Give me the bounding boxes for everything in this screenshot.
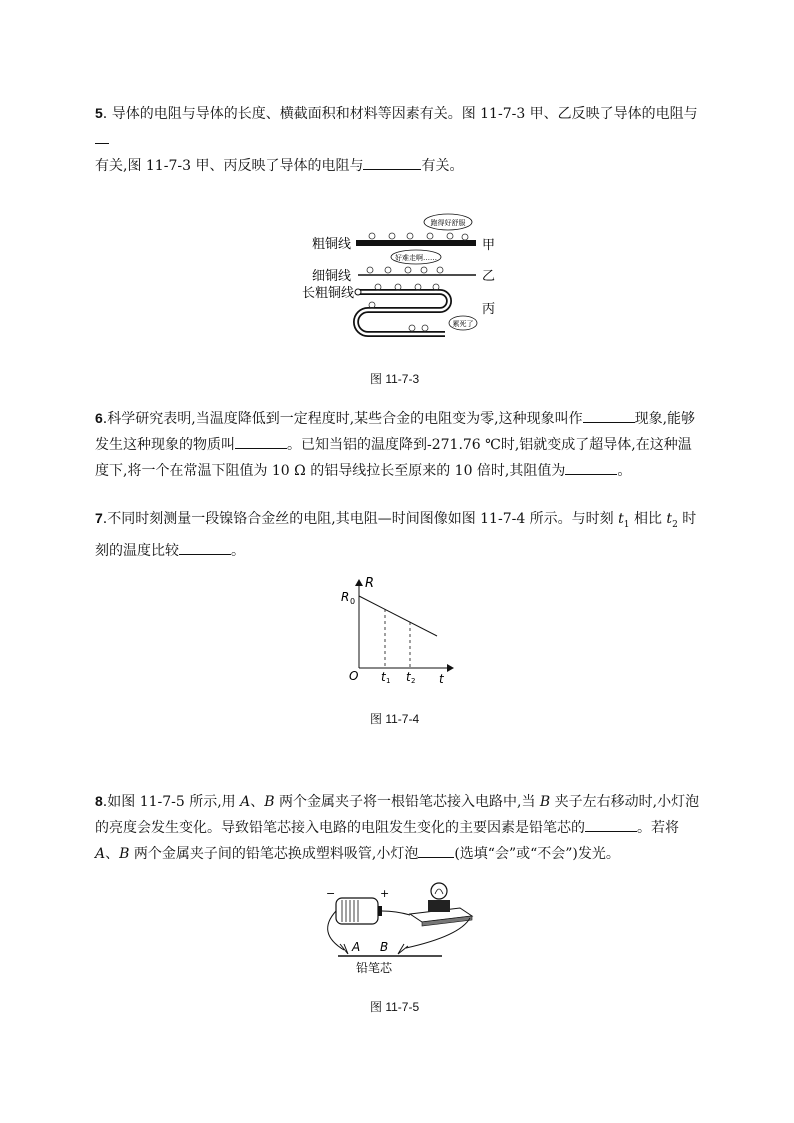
question-8 — [95, 788, 705, 867]
question-text: 、 — [250, 794, 265, 810]
question-text: 有关。 — [421, 158, 464, 174]
resistance-line — [359, 596, 437, 636]
bubble-text: 累死了 — [452, 320, 474, 328]
clip-b: B — [539, 794, 551, 810]
subscript: 2 — [672, 519, 678, 530]
question-number: 6 — [95, 410, 103, 426]
time-symbol: t — [618, 511, 624, 527]
answer-blank[interactable] — [565, 460, 617, 475]
figure-caption: 图 11-7-5 — [370, 1000, 420, 1014]
question-text: 有关,图 11-7-3 甲、丙反映了导体的电阻与 — [95, 158, 364, 174]
light-bulb — [410, 883, 472, 926]
clip-a-shape — [340, 944, 348, 954]
battery — [336, 898, 382, 924]
label-thick-wire: 粗铜线 — [312, 237, 352, 252]
question-text: 时刻的温度比较 — [95, 511, 697, 559]
answer-blank[interactable] — [418, 843, 454, 858]
subscript: 1 — [623, 519, 630, 530]
label-r0-sub: 0 — [350, 597, 356, 606]
tick-t1-sub: 1 — [386, 677, 391, 685]
clip-b: B — [119, 846, 130, 862]
bubble-text: 跑得好舒服 — [430, 219, 466, 227]
minus-terminal: − — [326, 887, 336, 900]
axis-label-t: t — [439, 672, 444, 686]
question-number: 5 — [95, 105, 103, 121]
figure-caption: 图 11-7-4 — [370, 712, 420, 726]
question-text: 。已知当铝的温度降到-271.76 ℃时,铝就变成了超导体,在这种温度下,将一个在常温下阻值为 10 Ω 的铝导线拉长至原来的 10 倍时,其阻值为 — [95, 437, 692, 479]
tag-yi: 乙 — [482, 269, 496, 284]
question-7 — [95, 505, 705, 564]
tag-jia: 甲 — [482, 238, 496, 253]
plus-terminal: + — [380, 887, 390, 900]
figure-caption: 图 11-7-3 — [370, 372, 420, 386]
origin-label: O — [349, 669, 359, 683]
label-b: B — [380, 940, 389, 954]
question-number: 8 — [95, 793, 103, 809]
time-symbol: t — [666, 511, 673, 527]
question-text: 。 — [617, 463, 632, 479]
question-text: 现象,能够发生这种现象的物质叫 — [95, 411, 696, 453]
question-text: .科学研究表明,当温度降低到一定程度时,某些合金的电阻变为零,这种现象叫作 — [102, 411, 583, 427]
question-text: 两个金属夹子间的铅笔芯换成塑料吸管,小灯泡 — [129, 846, 419, 862]
wire — [382, 911, 410, 915]
question-text: 相比 — [629, 511, 667, 527]
question-text: (选填“会”或“不会”)发光。 — [454, 846, 620, 862]
label-long-wire: 长粗铜线 — [302, 286, 355, 301]
label-a: A — [352, 940, 361, 954]
question-text: 夹子左右移动时,小灯泡的亮度会发生变化。导致铅笔芯接入电路的电阻发生变化的主要因素是铅笔芯的 — [95, 794, 700, 836]
answer-blank[interactable] — [235, 434, 287, 449]
figure-11-7-4 — [335, 572, 465, 692]
answer-blank[interactable] — [179, 540, 231, 555]
tick-t1: t — [381, 670, 386, 684]
question-text: . 导体的电阻与导体的长度、横截面积和材料等因素有关。图 11-7-3 甲、乙反映了导体的电阻与 — [102, 106, 698, 122]
question-text: .如图 11-7-5 所示,用 — [102, 794, 241, 810]
answer-blank[interactable] — [363, 155, 421, 170]
clip-a: A — [240, 794, 251, 810]
electron-figures — [367, 233, 468, 331]
thick-wire — [356, 240, 476, 246]
question-text: 、 — [105, 846, 120, 862]
answer-blank[interactable] — [583, 408, 635, 423]
clip-b: B — [264, 794, 275, 810]
question-text: .不同时刻测量一段镍铬合金丝的电阻,其电阻—时间图像如图 11-7-4 所示。与时刻 — [102, 511, 619, 527]
axis-label-r: R — [365, 576, 375, 591]
label-r0: R — [341, 590, 350, 604]
question-text: 。若将 — [637, 820, 679, 836]
figure-11-7-3 — [300, 210, 510, 345]
bubble-text: 好难走啊…… — [395, 254, 437, 262]
figure-11-7-5 — [310, 878, 480, 978]
answer-blank[interactable] — [95, 129, 109, 144]
pencil-label: 铅笔芯 — [356, 961, 393, 975]
tick-t2: t — [406, 670, 411, 684]
question-text: 两个金属夹子将一根铅笔芯接入电路中,当 — [274, 794, 540, 810]
label-thin-wire: 细铜线 — [312, 269, 352, 284]
question-number: 7 — [95, 510, 103, 526]
tag-bing: 丙 — [482, 302, 496, 317]
clip-a: A — [95, 846, 106, 862]
question-text: 。 — [231, 542, 245, 559]
long-wire — [356, 292, 449, 334]
tick-t2-sub: 2 — [411, 677, 416, 685]
question-6 — [95, 405, 705, 484]
answer-blank[interactable] — [585, 817, 637, 832]
question-5 — [95, 100, 705, 179]
clip-b-shape — [398, 944, 408, 954]
